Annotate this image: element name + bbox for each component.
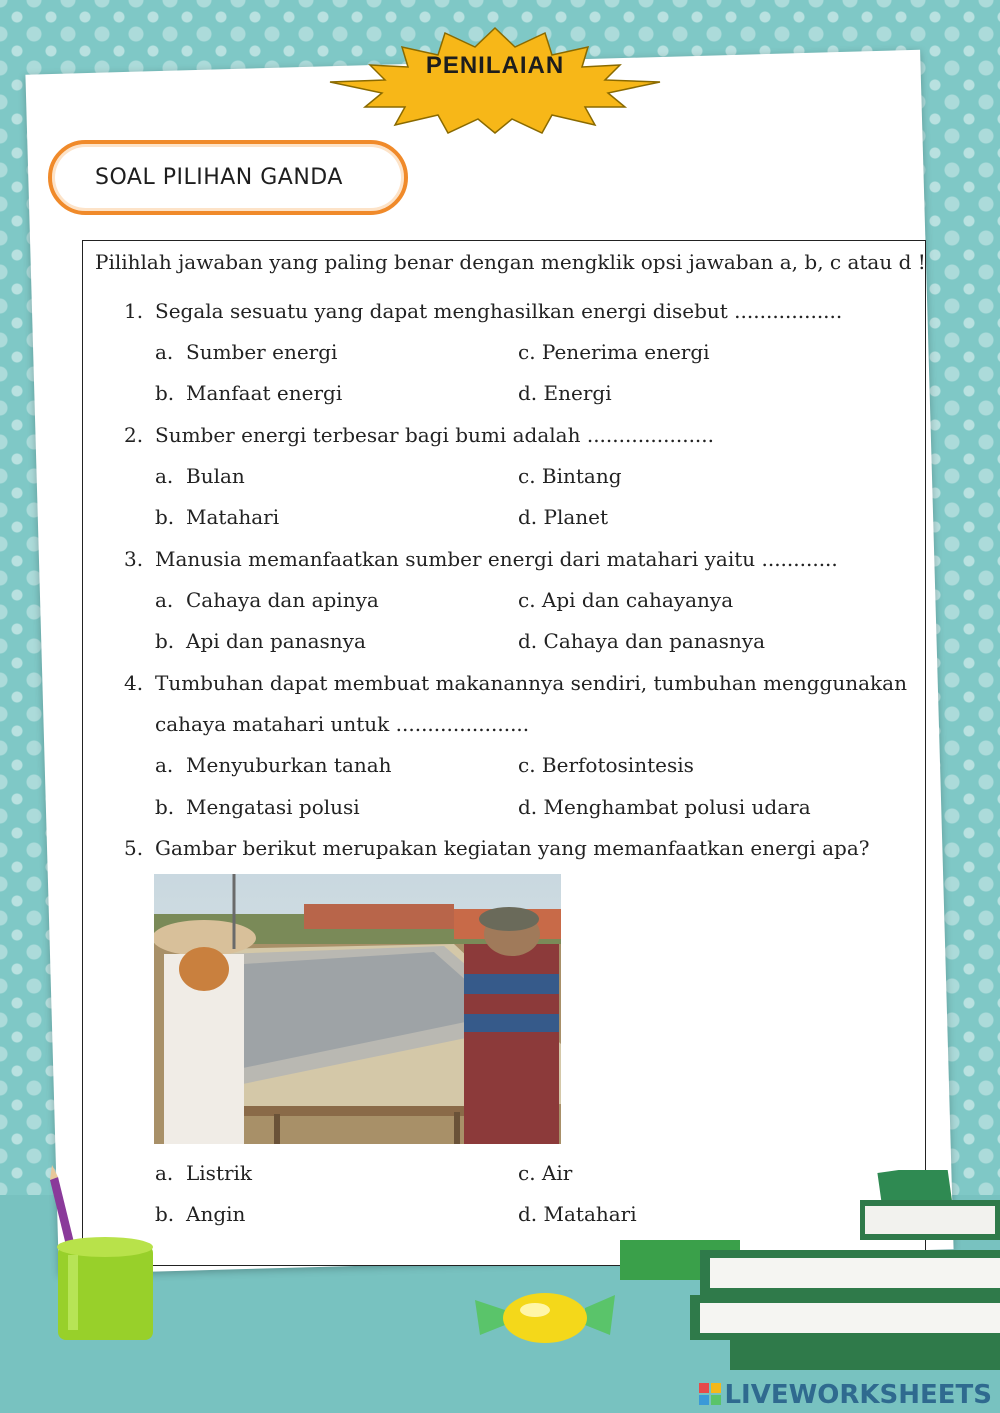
section-title: SOAL PILIHAN GANDA [95, 165, 343, 190]
instruction-text: Pilihlah jawaban yang paling benar dengan mengklik opsi jawaban a, b, c atau d ! [95, 250, 926, 274]
option-letter: b. [155, 1202, 175, 1226]
option-c[interactable]: c. Berfotosintesis [518, 753, 694, 777]
option-b[interactable]: Angin [186, 1202, 246, 1226]
option-letter: b. [155, 505, 175, 529]
option-a[interactable]: Bulan [186, 464, 245, 488]
option-d[interactable]: d. Menghambat polusi udara [518, 795, 811, 819]
option-letter: b. [155, 381, 175, 405]
option-d[interactable]: d. Cahaya dan panasnya [518, 629, 765, 653]
option-letter: a. [155, 588, 174, 612]
option-a[interactable]: Menyuburkan tanah [186, 753, 392, 777]
option-letter: b. [155, 629, 175, 653]
question-text: Segala sesuatu yang dapat menghasilkan energi disebut ................. [155, 299, 843, 323]
question-number: 2. [124, 423, 144, 447]
question-text-continued: cahaya matahari untuk ..................... [155, 712, 530, 736]
option-letter: a. [155, 340, 174, 364]
option-a[interactable]: Listrik [186, 1161, 253, 1185]
question-number: 3. [124, 547, 144, 571]
question-number: 1. [124, 299, 144, 323]
option-letter: b. [155, 795, 175, 819]
option-d[interactable]: d. Energi [518, 381, 612, 405]
question-number: 4. [124, 671, 144, 695]
option-letter: a. [155, 753, 174, 777]
option-d[interactable]: d. Planet [518, 505, 609, 529]
fish-drying-photo [154, 874, 561, 1144]
liveworksheets-logo-icon [699, 1383, 721, 1405]
brand-wordmark: LIVEWORKSHEETS [724, 1380, 992, 1410]
option-a[interactable]: Cahaya dan apinya [186, 588, 379, 612]
option-letter: a. [155, 1161, 174, 1185]
badge-title: PENILAIAN [425, 52, 565, 79]
starburst-badge [320, 25, 670, 135]
question-text: Tumbuhan dapat membuat makanannya sendiri, tumbuhan menggunakan [155, 671, 907, 695]
option-a[interactable]: Sumber energi [186, 340, 338, 364]
option-b[interactable]: Matahari [186, 505, 280, 529]
candy-icon [470, 1280, 620, 1350]
question-text: Sumber energi terbesar bagi bumi adalah .................... [155, 423, 714, 447]
option-c[interactable]: c. Api dan cahayanya [518, 588, 734, 612]
pencil-cup-icon [50, 1165, 160, 1340]
option-b[interactable]: Api dan panasnya [186, 629, 366, 653]
option-c[interactable]: c. Bintang [518, 464, 622, 488]
option-c[interactable]: c. Penerima energi [518, 340, 710, 364]
option-d[interactable]: d. Matahari [518, 1202, 637, 1226]
question-text: Gambar berikut merupakan kegiatan yang memanfaatkan energi apa? [155, 836, 870, 860]
option-b[interactable]: Manfaat energi [186, 381, 343, 405]
books-stack-icon [600, 1170, 1000, 1370]
option-letter: a. [155, 464, 174, 488]
question-number: 5. [124, 836, 144, 860]
option-c[interactable]: c. Air [518, 1161, 573, 1185]
option-b[interactable]: Mengatasi polusi [186, 795, 360, 819]
question-text: Manusia memanfaatkan sumber energi dari matahari yaitu ............ [155, 547, 838, 571]
